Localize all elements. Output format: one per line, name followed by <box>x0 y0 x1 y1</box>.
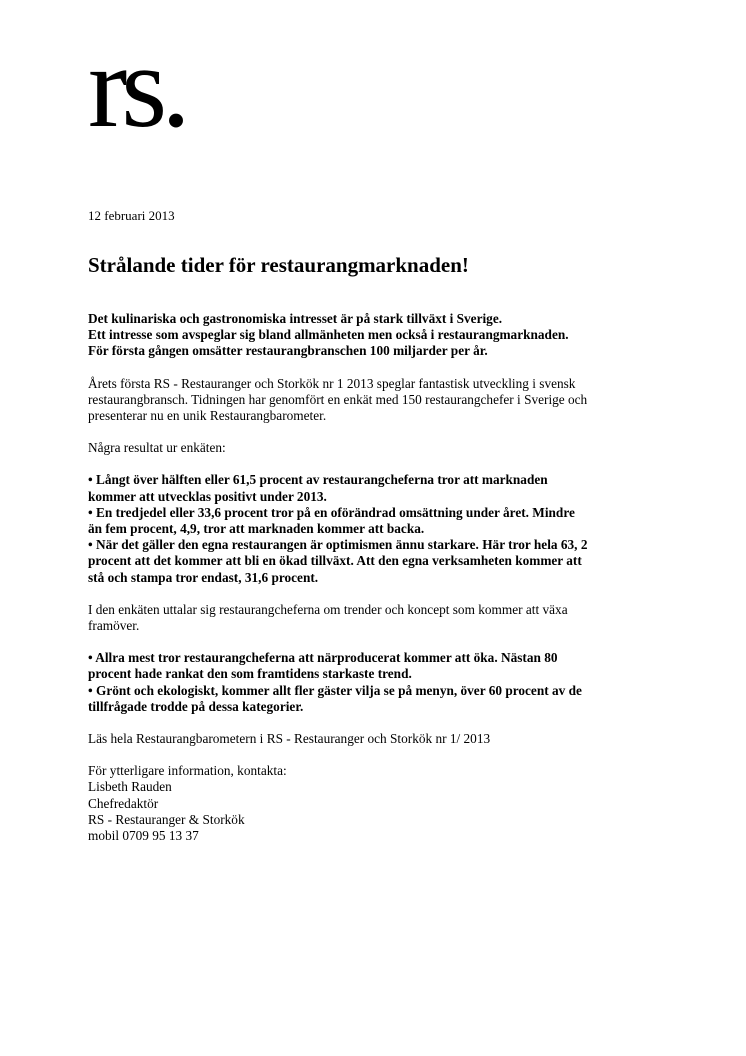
body-paragraph <box>88 376 688 425</box>
trends-intro <box>88 602 688 634</box>
release-date: 12 februari 2013 <box>88 208 175 223</box>
intro-line: Ett intresse som avspeglar sig bland allmänheten men också i restaurangmarknaden. <box>88 327 569 343</box>
page-title: Strålande tider för restaurangmarknaden! <box>88 253 469 277</box>
trends-line: • Allra mest tror restaurangcheferna att närproducerat kommer att öka. Nästan 80 <box>88 650 558 666</box>
trends-line: procent hade rankat den som framtidens starkaste trend. <box>88 666 412 682</box>
contact-line: För ytterligare information, kontakta: <box>88 763 287 779</box>
article-body <box>88 311 688 860</box>
results-list <box>88 472 688 585</box>
intro-line: För första gången omsätter restaurangbranschen 100 miljarder per år. <box>88 343 488 359</box>
contact-organization: RS - Restauranger & Storkök <box>88 811 245 827</box>
results-line: • Långt över hälften eller 61,5 procent av restaurangcheferna tror att marknaden <box>88 472 548 488</box>
contact-block <box>88 763 688 844</box>
results-line: stå och stampa tror endast, 31,6 procent. <box>88 569 319 585</box>
intro-paragraph <box>88 311 688 360</box>
results-line: • En tredjedel eller 33,6 procent tror på en oförändrad omsättning under året. Mindre <box>88 504 575 520</box>
read-more: Läs hela Restaurangbarometern i RS - Restauranger och Storkök nr 1/ 2013 <box>88 731 491 747</box>
trends-list <box>88 650 688 715</box>
body-line: presenterar nu en unik Restaurangbarometer. <box>88 408 327 424</box>
results-line: än fem procent, 4,9, tror att marknaden kommer att backa. <box>88 521 425 537</box>
intro-line: Det kulinariska och gastronomiska intresset är på stark tillväxt i Sverige. <box>88 311 503 326</box>
contact-title: Chefredaktör <box>88 795 159 811</box>
contact-name: Lisbeth Rauden <box>88 779 172 795</box>
results-line: procent att det kommer att bli en ökad tillväxt. Att den egna verksamheten kommer att <box>88 553 582 569</box>
trends-line: tillfrågade trodde på dessa kategorier. <box>88 698 304 714</box>
rs-logo: rs. <box>88 21 185 152</box>
results-line: • När det gäller den egna restaurangen är optimismen ännu starkare. Här tror hela 63, 2 <box>88 537 588 553</box>
body-line: restaurangbransch. Tidningen har genomfört en enkät med 150 restaurangchefer i Sverige och <box>88 391 588 407</box>
results-line: kommer att utvecklas positivt under 2013. <box>88 488 327 504</box>
results-intro: Några resultat ur enkäten: <box>88 440 226 456</box>
trends-intro-line: framöver. <box>88 618 140 634</box>
body-line: Årets första RS - Restauranger och Storkök nr 1 2013 speglar fantastisk utveckling i svensk <box>88 375 576 391</box>
contact-phone: mobil 0709 95 13 37 <box>88 828 199 844</box>
trends-line: • Grönt och ekologiskt, kommer allt fler gäster vilja se på menyn, över 60 procent av de <box>88 682 582 698</box>
trends-intro-line: I den enkäten uttalar sig restaurangcheferna om trender och koncept som kommer att växa <box>88 601 568 617</box>
